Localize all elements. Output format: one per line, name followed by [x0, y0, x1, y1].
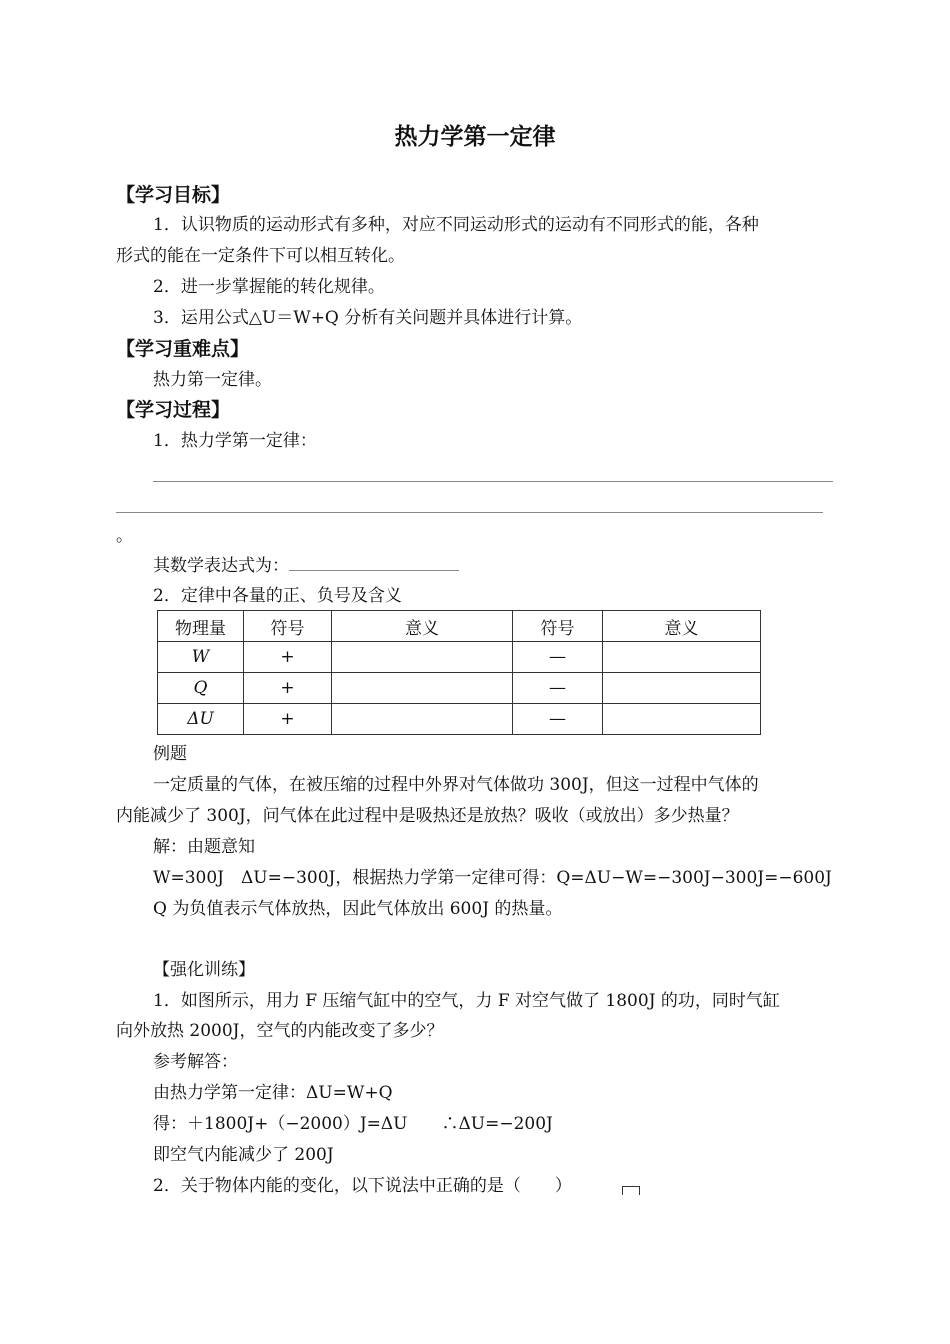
table-row: [158, 673, 761, 704]
expression-prompt: [153, 554, 459, 578]
goal-2: 2．进一步掌握能的转化规律。: [153, 277, 385, 297]
header-plus-sign: 符号: [244, 611, 332, 642]
process-item-2: 2．定律中各量的正、负号及含义: [153, 586, 402, 606]
minus-meaning-cell[interactable]: [603, 642, 761, 673]
key-points-heading: 【学习重难点】: [116, 338, 250, 360]
page-title: 热力学第一定律: [394, 124, 556, 150]
example-solution-line-1: W=300J ΔU=−300J，根据热力学第一定律可得：Q=ΔU−W=−300J−300J=−600J: [153, 868, 832, 888]
practice-q2: 2．关于物体内能的变化，以下说法中正确的是（ ）: [153, 1176, 572, 1196]
example-solution-intro: 解：由题意知: [153, 837, 255, 857]
plus-sign-cell: +: [244, 673, 332, 704]
process-heading: 【学习过程】: [116, 399, 231, 421]
goal-1-line-1: 1．认识物质的运动形式有多种，对应不同运动形式的运动有不同形式的能，各种: [153, 215, 759, 235]
minus-meaning-cell[interactable]: [603, 673, 761, 704]
quantity-cell: W: [158, 642, 244, 673]
expression-blank[interactable]: [289, 554, 459, 571]
practice-q1-line-2: 向外放热 2000J，空气的内能改变了多少？: [116, 1021, 444, 1041]
plus-meaning-cell[interactable]: [332, 704, 513, 735]
answer-blank-line-2[interactable]: [116, 512, 823, 513]
practice-heading: 【强化训练】: [153, 960, 255, 980]
table-row: [158, 704, 761, 735]
minus-sign-cell: —: [513, 704, 603, 735]
example-label: 例题: [153, 744, 187, 764]
table-header-row: [158, 611, 761, 642]
minus-sign-cell: —: [513, 673, 603, 704]
plus-sign-cell: +: [244, 642, 332, 673]
practice-answer-line-3: 即空气内能减少了 200J: [153, 1145, 334, 1165]
header-minus-sign: 符号: [513, 611, 603, 642]
practice-q1-line-1: 1．如图所示，用力 F 压缩气缸中的空气，力 F 对空气做了 1800J 的功，同时气缸: [153, 991, 780, 1011]
plus-sign-cell: +: [244, 704, 332, 735]
blank-end-mark: 。: [116, 526, 133, 546]
practice-answer-line-1: 由热力学第一定律：ΔU=W+Q: [153, 1083, 393, 1103]
quantity-cell: Q: [158, 673, 244, 704]
example-problem-line-1: 一定质量的气体，在被压缩的过程中外界对气体做功 300J，但这一过程中气体的: [153, 775, 759, 795]
example-solution-line-2: Q 为负值表示气体放热，因此气体放出 600J 的热量。: [153, 899, 563, 919]
expression-label: 其数学表达式为：: [153, 556, 289, 576]
header-plus-meaning: 意义: [332, 611, 513, 642]
practice-answer-line-2: 得：＋1800J+（−2000）J=ΔU ∴ΔU=−200J: [153, 1114, 553, 1134]
plus-meaning-cell[interactable]: [332, 642, 513, 673]
edit-mark-icon: [622, 1186, 640, 1195]
goals-heading: 【学习目标】: [116, 184, 231, 206]
table-row: [158, 642, 761, 673]
minus-meaning-cell[interactable]: [603, 704, 761, 735]
practice-answer-label: 参考解答：: [153, 1052, 238, 1072]
key-points-text: 热力第一定律。: [153, 370, 272, 390]
quantity-cell: ΔU: [158, 704, 244, 735]
process-item-1: 1．热力学第一定律：: [153, 431, 317, 451]
sign-meaning-table: [157, 610, 761, 735]
plus-meaning-cell[interactable]: [332, 673, 513, 704]
goal-1-line-2: 形式的能在一定条件下可以相互转化。: [116, 246, 405, 266]
goal-3: 3．运用公式△U＝W+Q 分析有关问题并具体进行计算。: [153, 308, 583, 328]
header-quantity: 物理量: [158, 611, 244, 642]
header-minus-meaning: 意义: [603, 611, 761, 642]
answer-blank-line-1[interactable]: [153, 481, 833, 482]
example-problem-line-2: 内能减少了 300J，问气体在此过程中是吸热还是放热？吸收（或放出）多少热量？: [116, 806, 739, 826]
minus-sign-cell: —: [513, 642, 603, 673]
